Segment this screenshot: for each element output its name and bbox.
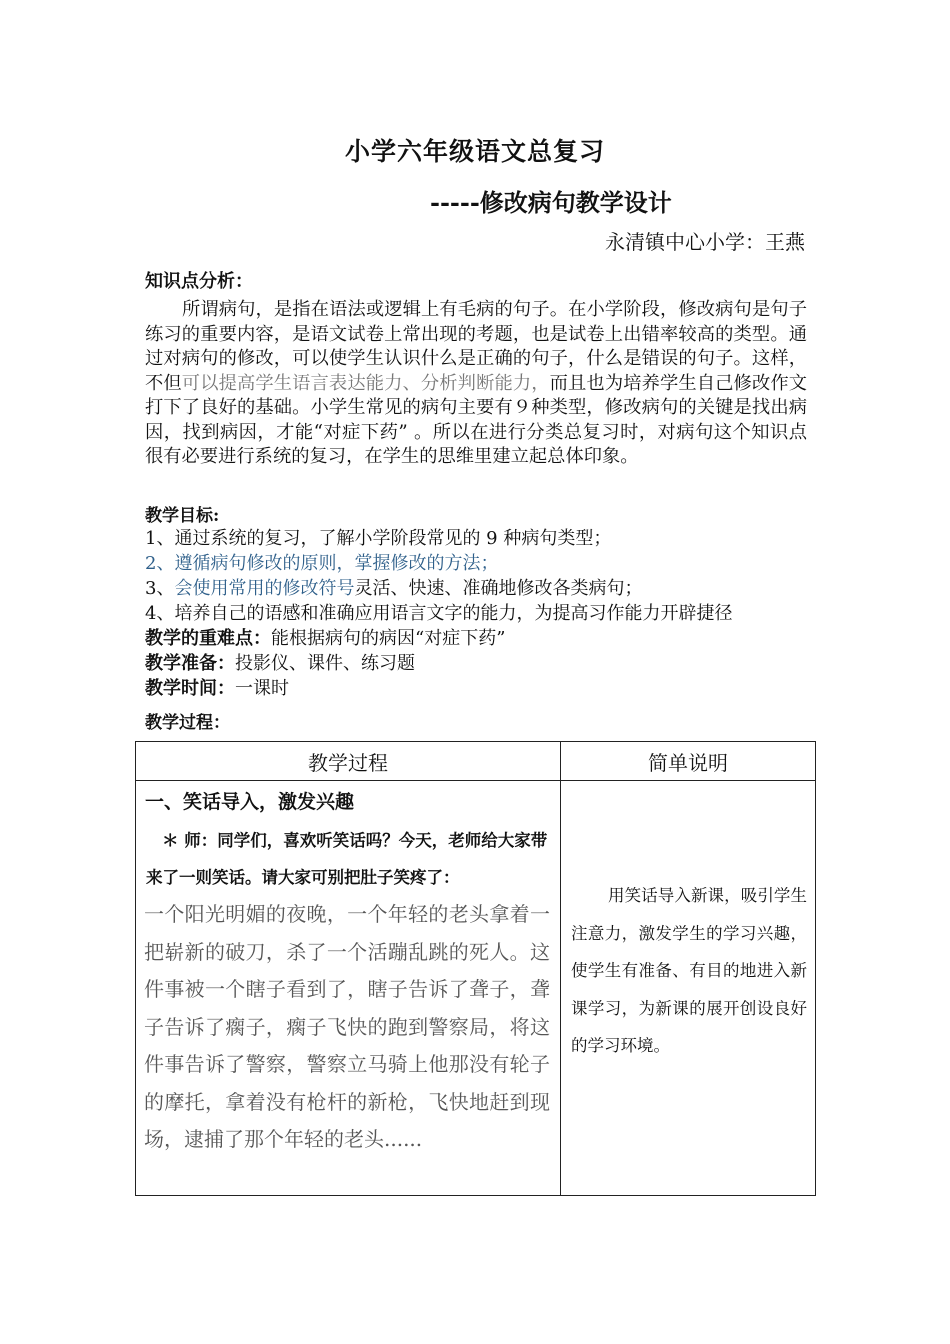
time-value: 一课时 [235,678,289,699]
section-title: 一、笑话导入，激发兴趣 [145,791,355,813]
goal-item-2: 2、遵循病句修改的原则，掌握修改的方法； [145,553,499,574]
goal-item-3-suffix: 灵活、快速、准确地修改各类病句； [354,578,643,599]
key-points-label: 教学的重难点： [145,628,271,649]
process-table [135,741,816,1196]
col-process-header: 教学过程 [136,742,561,781]
analysis-text-highlight: 可以提高学生语言表达能力、分析判断能力， [181,372,550,394]
goal-item-3-prefix: 3、 [145,578,175,599]
preparation-label: 教学准备： [145,653,235,674]
table-row [136,781,816,1196]
author-line: 永清镇中心小学：王燕 [605,230,805,254]
preparation-value: 投影仪、课件、练习题 [235,653,415,674]
time-line [145,674,289,700]
table-header-row [136,742,816,781]
preparation-line [145,649,415,675]
analysis-paragraph [145,298,807,470]
document-title: 小学六年级语文总复习 [344,137,605,166]
joke-story: 一个阳光明媚的夜晚，一个年轻的老头拿着一把崭新的破刀，杀了一个活蹦乱跳的死人。这件事被一个瞎子看到了，瞎子告诉了聋子，聋子告诉了瘸子，瘸子飞快的跑到警察局，将这件事告诉了警察，警察立马骑上他那没有轮子的摩托，拿着没有枪杆的新枪，飞快地赶到现场，逮捕了那个年轻的老头...... [144,902,550,1151]
note-cell [561,781,816,1196]
analysis-heading: 知识点分析： [145,271,253,292]
analysis-text-1: 所谓病句，是指在语法或逻辑上有毛病的句子。在小学阶段，修改病句是句子练习的重要内容，是语文试卷上常出现的考题，也是试卷上出错率较高的类型。通过对病句的修改，可以使学生认识什么是正确的句子，什么是错误的句子。这样，不但 [145,299,807,394]
time-label: 教学时间： [145,678,235,699]
process-heading: 教学过程： [145,713,230,733]
key-points-value: 能根据病句的病因“对症下药” [271,628,506,649]
analysis-text-2: 而且也为培养学生自己修改作文打下了良好的基础。小学生常见的病句主要有９种类型，修改病句的关键是找出病因，找到病因，才能“对症下药” 。所以在进行分类总复习时，对病句这个知识点很有必要进行系统的复习，在学生的思维里建立起总体印象。 [145,372,808,467]
goal-item-3-highlight: 会使用常用的修改符号 [174,578,355,599]
document-subtitle: -----修改病句教学设计 [430,188,672,217]
goal-item-1: 1、通过系统的复习，了解小学阶段常见的 9 种病句类型； [145,528,612,549]
goals-heading: 教学目标: [145,506,220,526]
goal-item-4: 4、培养自己的语感和准确应用语言文字的能力，为提高习作能力开辟捷径 [145,603,733,624]
process-cell [136,781,561,1196]
key-points-line [145,624,505,650]
note-text: 用笑话导入新课，吸引学生注意力，激发学生的学习兴趣，使学生有准备、有目的地进入新课学习，为新课的展开创设良好的学习环境。 [571,886,807,1055]
col-note-header: 简单说明 [561,742,816,781]
goal-item-3 [145,574,642,600]
teacher-line: ＊ 师：同学们，喜欢听笑话吗？今天，老师给大家带来了一则笑话。请大家可别把肚子笑疼了： [146,831,548,887]
